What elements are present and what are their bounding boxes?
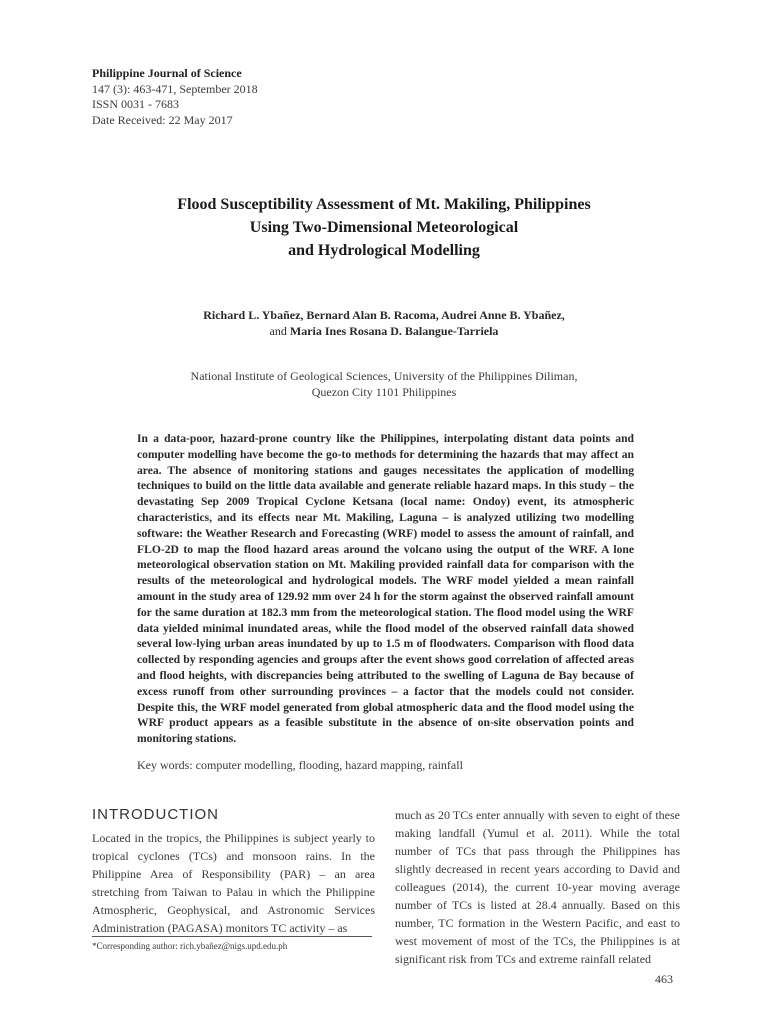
journal-name: Philippine Journal of Science bbox=[92, 66, 242, 80]
authors-last: Maria Ines Rosana D. Balangue-Tarriela bbox=[289, 324, 499, 338]
keywords: Key words: computer modelling, flooding, hazard mapping, rainfall bbox=[137, 758, 463, 772]
paper-title bbox=[96, 193, 672, 262]
affiliation-line-2: Quezon City 1101 Philippines bbox=[311, 385, 457, 399]
corresponding-author-footnote: *Corresponding author: rich.ybañez@nigs.upd.edu.ph bbox=[92, 941, 288, 951]
date-received: Date Received: 22 May 2017 bbox=[92, 112, 233, 127]
authors-and: and bbox=[269, 324, 290, 338]
footnote-divider bbox=[92, 936, 372, 937]
author-list bbox=[96, 307, 672, 339]
affiliation bbox=[96, 368, 672, 400]
abstract: In a data-poor, hazard-prone country like the Philippines, interpolating distant data points and computer modelling have become the go-to methods for determining the hazards that may affect an area. The absence of monitoring stations and gauges necessitates the application of modelling techniques to build on the little data available and generate reliable hazard maps. In this study – the devastating Sep 2009 Tropical Cyclone Ketsana (local name: Ondoy) event, its atmospheric characteristics, and its effects near Mt. Makiling, Laguna – is analyzed utilizing two modelling software: the Weather Research and Forecasting (WRF) model to assess the amount of rainfall, and FLO-2D to map the flood hazard areas around the volcano using the output of the WRF. A lone meteorological observation station on Mt. Makiling provided rainfall data for comparison with the results of the meteorological and hydrological models. The WRF model yielded a mean rainfall amount in the study area of 129.92 mm over 24 h for the storm against the observed rainfall amount for the same duration at 182.3 mm from the meteorological station. The flood model using the WRF data yielded minimal inundated areas, while the flood model of the observed rainfall data showed several low-lying urban areas inundated by up to 1.5 m of floodwaters. Comparison with flood data collected by responding agencies and groups after the event shows good correlation of affected areas and flood heights, with discrepancies being attributed to the swelling of Laguna de Bay because of excess runoff from other surrounding provinces – a factor that the models could not consider. Despite this, the WRF model generated from global atmospheric data and the flood model using the WRF product appears as a feasible substitute in the absence of on-site observation points and monitoring stations. bbox=[137, 432, 634, 746]
affiliation-line-1: National Institute of Geological Sciences, University of the Philippines Diliman, bbox=[190, 369, 578, 383]
intro-right-column: much as 20 TCs enter annually with seven to eight of these making landfall (Yumul et al. 2011). While the total number of TCs that pass through the Philippines has slightly decreased in recent years according to David and colleagues (2014), the current 10-year moving average number of TCs is listed at 28.4 annually. Based on this number, TC formation in the Western Pacific, and east to west movement of most of the TCs, the Philippines is at significant risk from TCs and extreme rainfall related bbox=[395, 808, 680, 966]
page-number: 463 bbox=[655, 972, 673, 986]
journal-header bbox=[92, 66, 258, 128]
authors-line-1: Richard L. Ybañez, Bernard Alan B. Racoma, Audrei Anne B. Ybañez, bbox=[203, 308, 565, 322]
journal-issn: ISSN 0031 - 7683 bbox=[92, 97, 180, 111]
journal-volume: 147 (3): 463-471, September 2018 bbox=[92, 81, 258, 96]
title-line-1: Flood Susceptibility Assessment of Mt. Makiling, Philippines bbox=[177, 196, 591, 213]
title-line-2: Using Two-Dimensional Meteorological bbox=[249, 219, 519, 236]
intro-left-column: Located in the tropics, the Philippines is subject yearly to tropical cyclones (TCs) and monsoon rains. In the Philippine Area of Responsibility (PAR) – an area stretching from Taiwan to Palau in which the Philippine Atmospheric, Geophysical, and Astronomic Services Administration (PAGASA) monitors TC activity – as bbox=[92, 831, 375, 935]
title-line-3: and Hydrological Modelling bbox=[288, 242, 480, 259]
authors-line-2 bbox=[96, 323, 672, 339]
introduction-heading: INTRODUCTION bbox=[92, 806, 219, 823]
